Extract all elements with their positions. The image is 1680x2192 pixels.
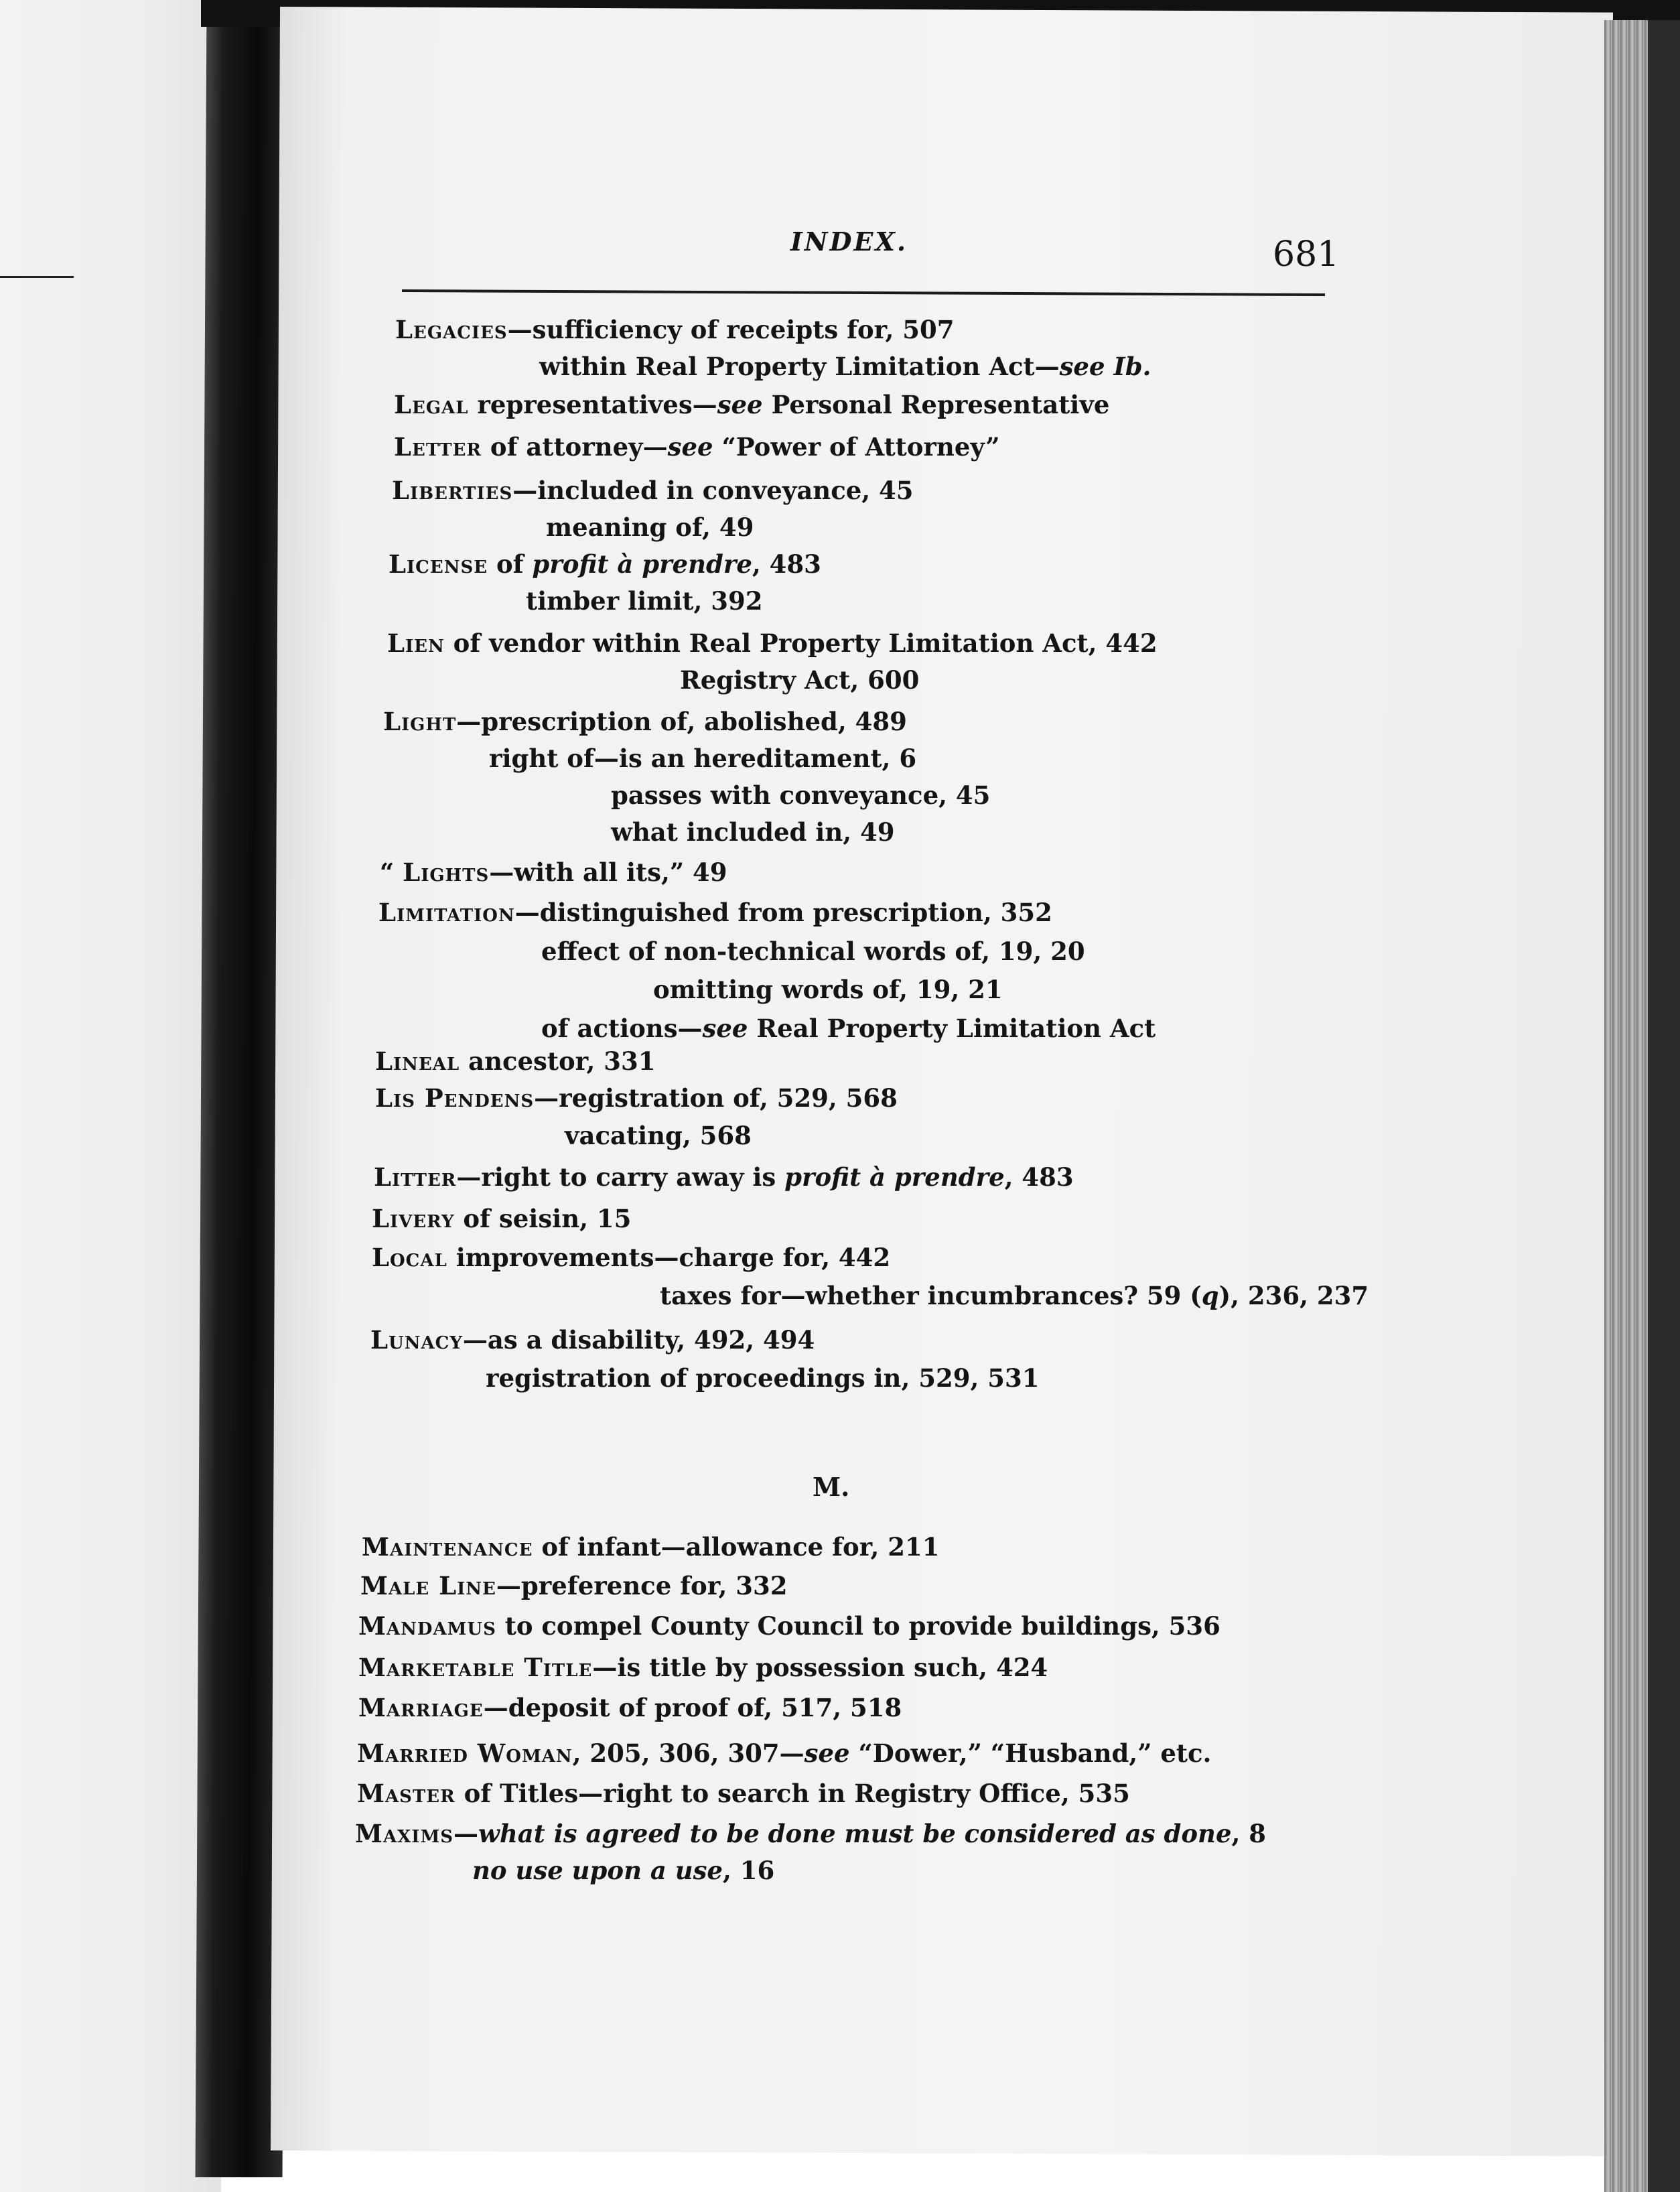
running-header-title: INDEX. [790, 226, 908, 257]
entry-separator: — [514, 898, 540, 927]
index-entry [374, 1162, 1074, 1192]
entry-separator: — [456, 707, 482, 736]
entry-prefix: “ [380, 858, 403, 887]
entry-heading: Legal [394, 390, 469, 419]
entry-separator: — [456, 1162, 482, 1192]
index-entry [387, 628, 1158, 658]
entry-italic: what is agreed to be done must be considered as done [478, 1819, 1232, 1848]
entry-italic: q [1201, 1281, 1219, 1310]
index-entry [375, 1083, 898, 1113]
entry-separator: — [534, 1083, 559, 1113]
entry-heading: Lineal [375, 1046, 460, 1076]
entry-heading: Local [372, 1243, 447, 1272]
entry-italic: no use upon a use [472, 1856, 723, 1885]
index-entry [546, 512, 754, 542]
entry-separator: — [496, 1571, 521, 1600]
entry-text: right to carry away is [481, 1162, 785, 1192]
entry-heading: Lunacy [370, 1325, 463, 1355]
entry-separator: — [462, 1325, 488, 1355]
entry-text-tail: ), 236, 237 [1218, 1281, 1369, 1310]
index-entry [355, 1819, 1266, 1848]
entry-heading: Mandamus [358, 1611, 496, 1641]
entry-text: of seisin, 15 [454, 1204, 632, 1233]
entry-heading: Litter [374, 1162, 457, 1192]
index-entry [357, 1738, 1211, 1768]
index-entry [370, 1325, 815, 1355]
entry-text-tail: , 8 [1231, 1819, 1267, 1848]
entry-text: of attorney— [482, 432, 668, 462]
page-edges-shadow [1648, 20, 1680, 2192]
entry-text: with all its,” 49 [514, 858, 727, 887]
index-entry [394, 432, 1000, 462]
entry-italic: see [804, 1738, 850, 1768]
entry-text: preference for, 332 [520, 1571, 788, 1600]
entry-text-tail: “Dower,” “Husband,” etc. [849, 1738, 1212, 1768]
entry-separator: — [489, 858, 514, 887]
entry-italic: see [702, 1014, 748, 1043]
entry-text: meaning of, 49 [546, 512, 754, 542]
entry-heading: Letter [394, 432, 482, 462]
entry-text: sufficiency of receipts for, 507 [532, 315, 955, 344]
facing-page [0, 0, 221, 2192]
entry-text: to compel County Council to provide buildings, 536 [496, 1611, 1220, 1641]
index-entry [375, 1046, 655, 1076]
entry-text: deposit of proof of, 517, 518 [508, 1693, 902, 1722]
entry-text: of vendor within Real Property Limitation Act, 442 [444, 628, 1158, 658]
entry-heading: Marriage [358, 1693, 484, 1722]
entry-text: , 205, 306, 307— [572, 1738, 804, 1768]
entry-text: right of—is an hereditament, 6 [489, 744, 917, 773]
index-entry [565, 1121, 752, 1150]
entry-heading: Legacies [395, 315, 508, 344]
entry-text: as a disability, 492, 494 [487, 1325, 815, 1355]
entry-separator: — [512, 476, 538, 505]
entry-separator: — [592, 1653, 618, 1682]
entry-heading: Liberties [392, 476, 513, 505]
entry-text: omitting words of, 19, 21 [653, 975, 1003, 1004]
index-entry [660, 1281, 1369, 1310]
index-entry [680, 665, 919, 695]
entry-text: of actions— [541, 1014, 703, 1043]
entry-heading: Limitation [378, 898, 515, 927]
entry-text: within Real Property Limitation Act— [539, 352, 1060, 381]
entry-heading: Maintenance [362, 1532, 533, 1562]
index-entry [539, 352, 1151, 381]
entry-text: of Titles—right to search in Registry Office, 535 [455, 1779, 1130, 1808]
entry-text-tail: , 483 [752, 549, 821, 579]
index-entry [383, 707, 907, 736]
entry-heading: Master [357, 1779, 456, 1808]
entry-text: ancestor, 331 [460, 1046, 656, 1076]
index-entry [380, 858, 727, 887]
index-entry [611, 817, 895, 847]
index-entry [472, 1856, 774, 1885]
entry-text: prescription of, abolished, 489 [481, 707, 907, 736]
index-entry [357, 1779, 1130, 1808]
entry-heading: Light [383, 707, 457, 736]
entry-text-tail: , 483 [1004, 1162, 1074, 1192]
entry-text: vacating, 568 [565, 1121, 752, 1150]
index-entry [392, 476, 914, 505]
entry-text-tail: “Power of Attorney” [713, 432, 1000, 462]
index-entry [541, 1014, 1156, 1043]
entry-italic: see [717, 390, 763, 419]
entry-text: distinguished from prescription, 352 [539, 898, 1052, 927]
entry-text: passes with conveyance, 45 [611, 780, 991, 810]
index-entry [372, 1243, 890, 1272]
index-entry [360, 1571, 788, 1600]
index-entry [541, 937, 1085, 966]
entry-separator: — [453, 1819, 479, 1848]
entry-heading: Lis Pendens [375, 1083, 535, 1113]
index-entry [389, 549, 821, 579]
section-letter: M. [813, 1472, 850, 1502]
entry-text-tail: Real Property Limitation Act [748, 1014, 1156, 1043]
entry-text-tail: , 16 [722, 1856, 775, 1885]
entry-heading: Lights [403, 858, 490, 887]
entry-text: what included in, 49 [611, 817, 895, 847]
index-entry [395, 315, 954, 344]
entry-text: effect of non-technical words of, 19, 20 [541, 937, 1085, 966]
index-entry [372, 1204, 631, 1233]
index-entry [653, 975, 1003, 1004]
entry-text: registration of, 529, 568 [559, 1083, 898, 1113]
index-entry [362, 1532, 939, 1562]
index-entry [378, 898, 1052, 927]
page-number: 681 [1273, 234, 1340, 275]
index-entry [611, 780, 990, 810]
index-entry [489, 744, 916, 773]
entry-text: of [488, 549, 533, 579]
entry-text: of infant—allowance for, 211 [533, 1532, 940, 1562]
entry-heading: Maxims [355, 1819, 454, 1848]
entry-text: Registry Act, 600 [680, 665, 920, 695]
entry-heading: Married Woman [357, 1738, 573, 1768]
index-entry [358, 1693, 902, 1722]
index-entry [486, 1363, 1039, 1393]
entry-text: improvements—charge for, 442 [447, 1243, 891, 1272]
entry-text-tail: Personal Representative [762, 390, 1110, 419]
entry-separator: — [507, 315, 533, 344]
entry-heading: Livery [372, 1204, 455, 1233]
index-entry [358, 1653, 1048, 1682]
entry-text: included in conveyance, 45 [537, 476, 914, 505]
entry-text: registration of proceedings in, 529, 531 [486, 1363, 1040, 1393]
index-entry [394, 390, 1109, 419]
entry-heading: License [389, 549, 488, 579]
entry-italic: see [667, 432, 713, 462]
entry-italic: see Ib. [1059, 352, 1151, 381]
facing-page-rule [0, 276, 74, 278]
entry-text: timber limit, 392 [526, 586, 763, 616]
entry-heading: Marketable Title [358, 1653, 593, 1682]
entry-heading: Lien [387, 628, 445, 658]
index-entry [526, 586, 763, 616]
entry-text: is title by possession such, 424 [617, 1653, 1048, 1682]
entry-text: representatives— [468, 390, 717, 419]
entry-italic: profit à prendre [532, 549, 752, 579]
entry-text: taxes for—whether incumbrances? 59 ( [660, 1281, 1202, 1310]
index-entry [358, 1611, 1220, 1641]
entry-heading: Male Line [360, 1571, 496, 1600]
entry-italic: profit à prendre [784, 1162, 1005, 1192]
entry-separator: — [483, 1693, 508, 1722]
gutter-shadow [201, 0, 288, 27]
